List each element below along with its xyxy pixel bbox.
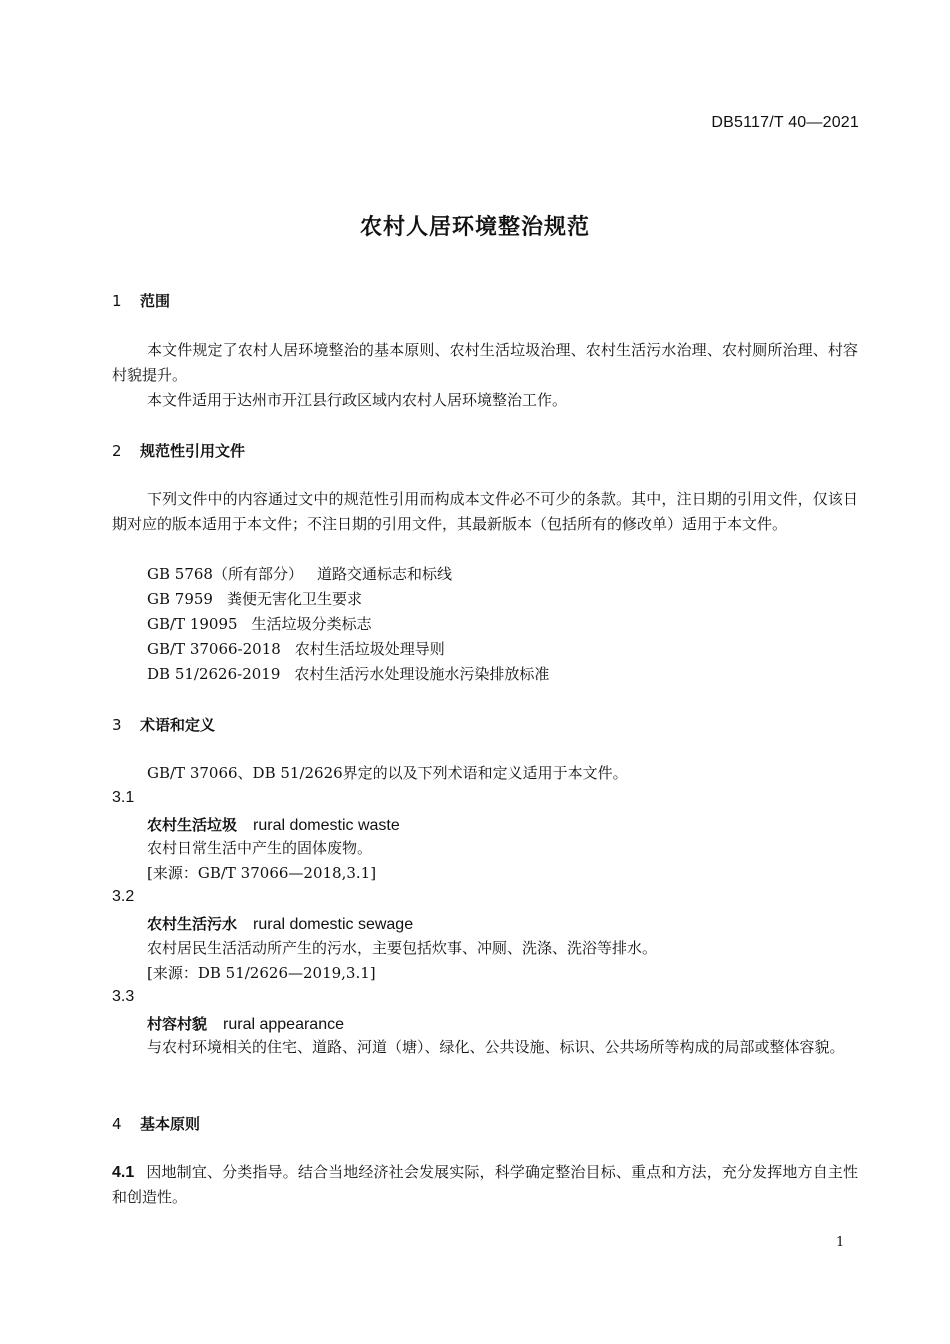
section-number: 1 bbox=[112, 292, 122, 310]
section-number: 2 bbox=[112, 442, 122, 460]
section-3-heading bbox=[112, 714, 215, 735]
term-entry bbox=[147, 814, 400, 835]
reference-item bbox=[147, 637, 445, 662]
section-2-heading bbox=[112, 440, 245, 461]
section-1-paragraph-2: 本文件适用于达州市开江县行政区域内农村人居环境整治工作。 bbox=[147, 391, 568, 409]
reference-name: 道路交通标志和标线 bbox=[316, 565, 452, 583]
term-zh: 村容村貌 bbox=[147, 1015, 208, 1033]
reference-code: GB 7959 bbox=[147, 590, 213, 608]
reference-item bbox=[147, 662, 549, 687]
term-en: rural appearance bbox=[223, 1016, 344, 1033]
reference-code: GB 5768（所有部分） bbox=[147, 565, 303, 583]
section-number: 3 bbox=[112, 716, 122, 734]
section-title: 基本原则 bbox=[140, 1115, 201, 1133]
clause-4-1 bbox=[112, 1160, 858, 1210]
section-title: 范围 bbox=[140, 292, 171, 310]
term-definition: 与农村环境相关的住宅、道路、河道（塘）、绿化、公共设施、标识、公共场所等构成的局部或整体容貌。 bbox=[147, 1038, 845, 1056]
term-definition: 农村日常生活中产生的固体废物。 bbox=[147, 839, 373, 857]
reference-code: GB/T 19095 bbox=[147, 615, 238, 633]
section-1-heading bbox=[112, 290, 170, 311]
page-number: 1 bbox=[836, 1235, 845, 1250]
document-title: 农村人居环境整治规范 bbox=[359, 215, 590, 240]
section-3-intro: GB/T 37066、DB 51/2626界定的以及下列术语和定义适用于本文件。 bbox=[147, 764, 628, 782]
section-number: 4 bbox=[112, 1115, 122, 1133]
term-definition: 农村居民生活活动所产生的污水，主要包括炊事、冲厕、洗涤、洗浴等排水。 bbox=[147, 939, 658, 957]
term-en: rural domestic sewage bbox=[253, 916, 414, 933]
section-title: 规范性引用文件 bbox=[140, 442, 246, 460]
reference-item bbox=[147, 587, 362, 612]
document-number: DB5117/T 40—2021 bbox=[711, 114, 859, 131]
reference-code: DB 51/2626-2019 bbox=[147, 665, 281, 683]
term-entry bbox=[147, 1013, 344, 1034]
reference-item bbox=[147, 612, 372, 637]
term-zh: 农村生活污水 bbox=[147, 915, 238, 933]
section-4-heading bbox=[112, 1113, 200, 1134]
section-2-intro: 下列文件中的内容通过文中的规范性引用而构成本文件必不可少的条款。其中，注日期的引用文件，仅该日期对应的版本适用于本文件；不注日期的引用文件，其最新版本（包括所有的修改单）适用于本文件。 bbox=[112, 490, 858, 533]
reference-code: GB/T 37066-2018 bbox=[147, 640, 281, 658]
term-en: rural domestic waste bbox=[253, 817, 400, 834]
clause-text: 因地制宜、分类指导。结合当地经济社会发展实际，科学确定整治目标、重点和方法，充分发挥地方自主性和创造性。 bbox=[112, 1163, 858, 1206]
reference-name: 粪便无害化卫生要求 bbox=[226, 590, 362, 608]
term-zh: 农村生活垃圾 bbox=[147, 816, 238, 834]
reference-item bbox=[147, 562, 452, 587]
term-number: 3.3 bbox=[112, 988, 135, 1005]
term-source: [来源：GB/T 37066—2018,3.1] bbox=[147, 864, 377, 882]
reference-name: 农村生活垃圾处理导则 bbox=[294, 640, 445, 658]
term-entry bbox=[147, 913, 413, 934]
section-1-paragraph-1: 本文件规定了农村人居环境整治的基本原则、农村生活垃圾治理、农村生活污水治理、农村厕所治理、村容村貌提升。 bbox=[112, 341, 858, 384]
reference-name: 农村生活污水处理设施水污染排放标准 bbox=[294, 665, 550, 683]
term-number: 3.2 bbox=[112, 888, 135, 905]
reference-name: 生活垃圾分类标志 bbox=[251, 615, 372, 633]
term-source: [来源：DB 51/2626—2019,3.1] bbox=[147, 964, 376, 982]
clause-number: 4.1 bbox=[112, 1164, 135, 1181]
section-title: 术语和定义 bbox=[140, 716, 216, 734]
term-number: 3.1 bbox=[112, 789, 135, 806]
